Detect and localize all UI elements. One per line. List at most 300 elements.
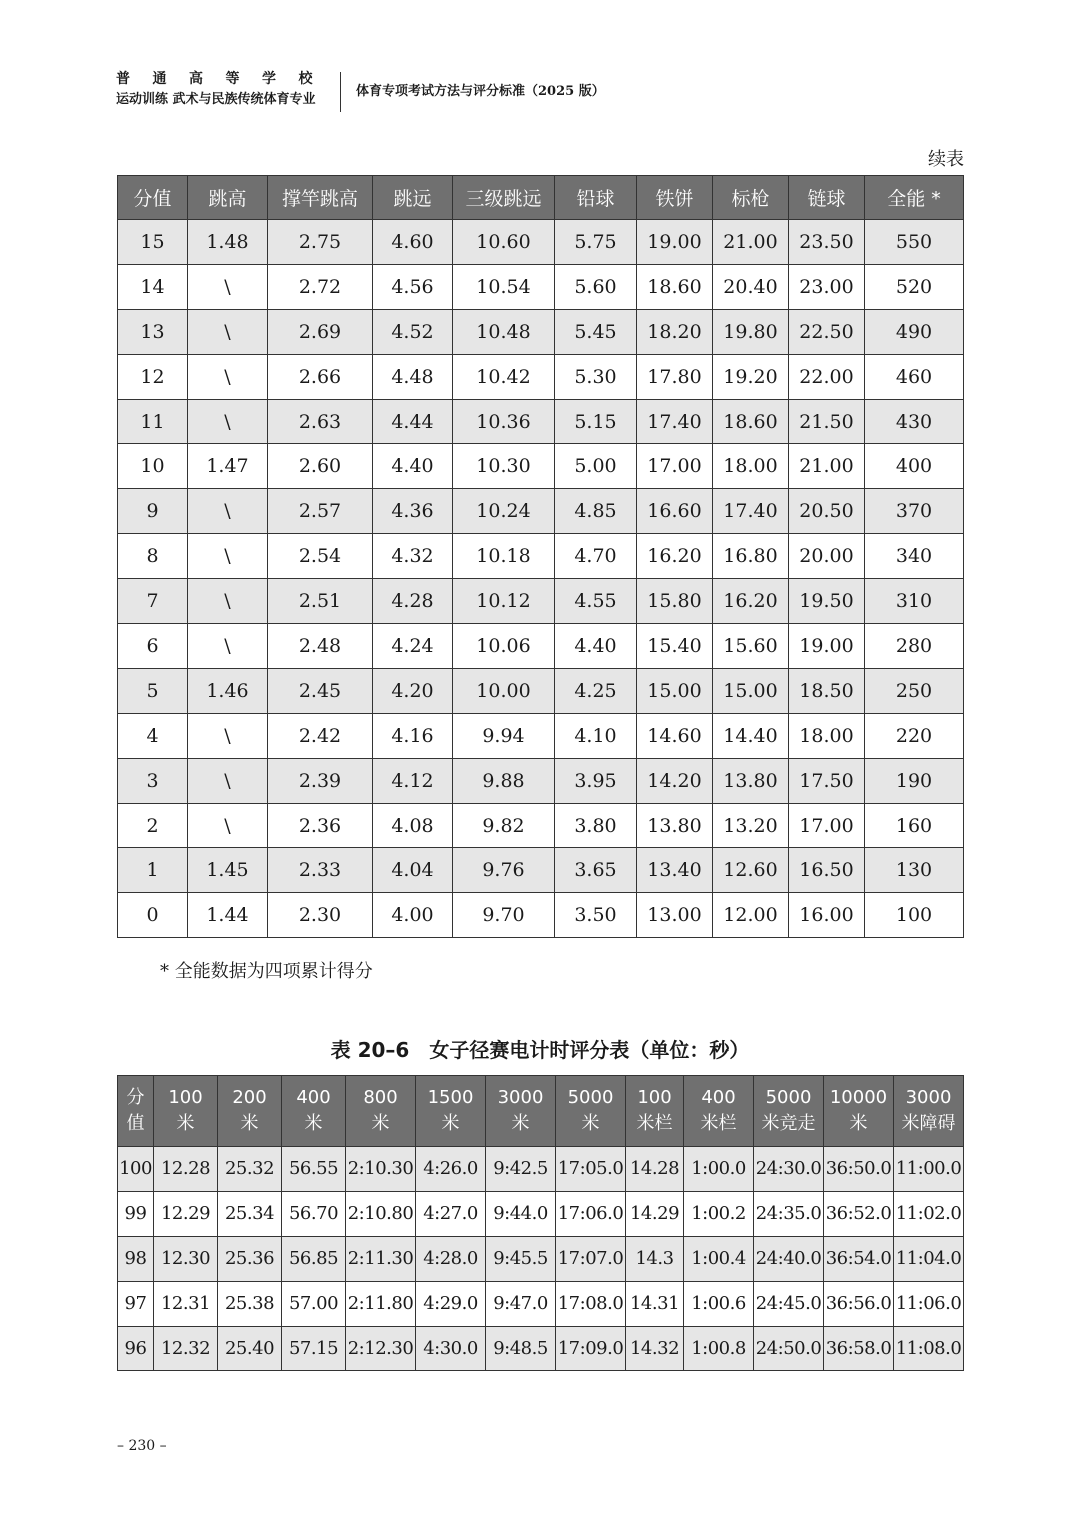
column-header: 跳远 [373,176,453,220]
table-cell: 1.48 [188,220,268,265]
header-book-title: 体育专项考试方法与评分标准（2025 版） [356,84,605,99]
table-row [118,220,964,265]
column-header: 撑竿跳高 [268,176,373,220]
column-header-line: 10000 [829,1087,888,1108]
table-row [118,1326,964,1371]
table-cell: 19.00 [789,624,865,669]
table-cell: 19.00 [637,220,713,265]
table-cell: \ [188,803,268,848]
table-cell: 16.20 [713,579,789,624]
table-cell: 10 [118,444,188,489]
table-cell: 3.95 [555,758,637,803]
table-cell: 14.32 [626,1326,684,1371]
table-cell: 19.80 [713,309,789,354]
table-cell: 15 [118,220,188,265]
table-cell: 16.00 [789,893,865,938]
table-cell: 2:11.30 [346,1236,416,1281]
table-row [118,893,964,938]
column-header [894,1076,964,1147]
table-cell: 1:00.6 [684,1281,754,1326]
table-cell: 3.50 [555,893,637,938]
table-cell: 9:44.0 [486,1191,556,1236]
table-cell: 21.00 [789,444,865,489]
table-cell: 15.60 [713,624,789,669]
table-cell: \ [188,264,268,309]
column-header-line: 分 [126,1087,145,1108]
column-header-line: 100 [168,1087,203,1108]
table-cell: 10.06 [453,624,555,669]
table-cell: 190 [865,758,964,803]
table-cell: 4.40 [555,624,637,669]
table-cell: 4.44 [373,399,453,444]
table-cell: 4.70 [555,534,637,579]
table-cell: 2.39 [268,758,373,803]
column-header-line: 米 [240,1113,259,1134]
table-cell: 2.36 [268,803,373,848]
table-cell: 13.20 [713,803,789,848]
table-cell: 11 [118,399,188,444]
table-cell: 5.15 [555,399,637,444]
table-cell: 25.38 [218,1281,282,1326]
table-row [118,1281,964,1326]
table-cell: 15.00 [713,668,789,713]
table-cell: 11:02.0 [894,1191,964,1236]
table-cell: 14.31 [626,1281,684,1326]
table-cell: 4.60 [373,220,453,265]
table-cell: 20.40 [713,264,789,309]
table-row [118,1147,964,1192]
table-cell: 4:29.0 [416,1281,486,1326]
table-cell: \ [188,354,268,399]
table-cell: 14.29 [626,1191,684,1236]
table-cell: 2 [118,803,188,848]
table-cell: 550 [865,220,964,265]
column-header-line: 5000 [765,1087,812,1108]
table-cell: 18.50 [789,668,865,713]
table-cell: 17.50 [789,758,865,803]
table-cell: 10.18 [453,534,555,579]
table-cell: 57.15 [282,1326,346,1371]
table-cell: 1:00.2 [684,1191,754,1236]
table-cell: 17:09.0 [556,1326,626,1371]
table-cell: 310 [865,579,964,624]
table-cell: 100 [118,1147,154,1192]
table-cell: 2:10.80 [346,1191,416,1236]
table-cell: 100 [865,893,964,938]
table-cell: 2.51 [268,579,373,624]
table-cell: 24:50.0 [754,1326,824,1371]
table-cell: 1.47 [188,444,268,489]
table-cell: 4.32 [373,534,453,579]
column-header [218,1076,282,1147]
table-cell: 99 [118,1191,154,1236]
table-cell: 2.66 [268,354,373,399]
table-cell: 36:50.0 [824,1147,894,1192]
footnote: * 全能数据为四项累计得分 [160,961,373,982]
table-cell: 4.28 [373,579,453,624]
table-cell: 15.00 [637,668,713,713]
table-cell: 13.80 [713,758,789,803]
table-row [118,758,964,803]
page-header [116,68,716,112]
table-cell: 1:00.8 [684,1326,754,1371]
column-header [282,1076,346,1147]
table-cell: 2.63 [268,399,373,444]
table-cell: \ [188,489,268,534]
table-cell: 19.50 [789,579,865,624]
table-cell: 13.00 [637,893,713,938]
table-cell: 19.20 [713,354,789,399]
table-cell: 2.72 [268,264,373,309]
table-cell: 24:30.0 [754,1147,824,1192]
table-cell: 4.10 [555,713,637,758]
table-row [118,534,964,579]
table-cell: 4.56 [373,264,453,309]
table-cell: 4.85 [555,489,637,534]
continued-label: 续表 [928,149,964,170]
table-cell: 56.55 [282,1147,346,1192]
table-cell: 23.50 [789,220,865,265]
table-cell: 9.94 [453,713,555,758]
column-header [754,1076,824,1147]
table-cell: 18.00 [713,444,789,489]
column-header-line: 米 [581,1113,600,1134]
table-cell: 2.75 [268,220,373,265]
track-events-table [117,1075,964,1371]
table-cell: 14.20 [637,758,713,803]
table-cell: 4.25 [555,668,637,713]
table-cell: 1.44 [188,893,268,938]
header-school: 普通高等学校 [116,71,335,87]
table-cell: 520 [865,264,964,309]
table-cell: 36:58.0 [824,1326,894,1371]
table-cell: 16.20 [637,534,713,579]
table-cell: 18.60 [713,399,789,444]
table-cell: 4.08 [373,803,453,848]
table-cell: 12 [118,354,188,399]
table-row [118,624,964,669]
table-cell: \ [188,399,268,444]
table-cell: 2:12.30 [346,1326,416,1371]
table-cell: 5.75 [555,220,637,265]
table-cell: 12.32 [154,1326,218,1371]
table-cell: 10.12 [453,579,555,624]
column-header-line: 米障碍 [901,1113,956,1134]
column-header-line: 1500 [427,1087,474,1108]
table-cell: 3 [118,758,188,803]
table-cell: 4:26.0 [416,1147,486,1192]
table-cell: 17:05.0 [556,1147,626,1192]
table-cell: 20.00 [789,534,865,579]
table-cell: 9:47.0 [486,1281,556,1326]
table-cell: 130 [865,848,964,893]
table-cell: 18.20 [637,309,713,354]
table-cell: 11:04.0 [894,1236,964,1281]
column-header-line: 200 [232,1087,267,1108]
table-cell: 10.30 [453,444,555,489]
table-cell: 12.60 [713,848,789,893]
table-cell: 9 [118,489,188,534]
table-cell: 9.70 [453,893,555,938]
table-cell: 9.82 [453,803,555,848]
column-header: 跳高 [188,176,268,220]
table-cell: 10.36 [453,399,555,444]
table-cell: 220 [865,713,964,758]
table-cell: 2.60 [268,444,373,489]
page-number: – 230 – [117,1438,167,1454]
table-cell: 18.00 [789,713,865,758]
column-header [626,1076,684,1147]
table-cell: 16.80 [713,534,789,579]
table-cell: 5.60 [555,264,637,309]
table-cell: 4 [118,713,188,758]
table-cell: 21.50 [789,399,865,444]
table-cell: 14.60 [637,713,713,758]
column-header-line: 5000 [567,1087,614,1108]
table-cell: 22.50 [789,309,865,354]
table-cell: 2:10.30 [346,1147,416,1192]
table-row [118,399,964,444]
table-cell: 24:45.0 [754,1281,824,1326]
table-row [118,354,964,399]
table-cell: 0 [118,893,188,938]
column-header-line: 米 [304,1113,323,1134]
table-cell: 13 [118,309,188,354]
column-header: 三级跳远 [453,176,555,220]
table-cell: 4.24 [373,624,453,669]
column-header-line: 米栏 [636,1113,673,1134]
table-cell: 4.36 [373,489,453,534]
table-cell: 4:28.0 [416,1236,486,1281]
column-header-line: 米 [176,1113,195,1134]
column-header [346,1076,416,1147]
table-cell: 10.00 [453,668,555,713]
table-row [118,1236,964,1281]
table-cell: 16.60 [637,489,713,534]
table-cell: 21.00 [713,220,789,265]
column-header [416,1076,486,1147]
table-cell: \ [188,579,268,624]
column-header-line: 400 [296,1087,331,1108]
table-cell: 7 [118,579,188,624]
table-cell: 4.40 [373,444,453,489]
table-cell: 1.46 [188,668,268,713]
table-cell: 370 [865,489,964,534]
table-cell: 5.30 [555,354,637,399]
column-header: 链球 [789,176,865,220]
column-header-line: 米 [849,1113,868,1134]
table-cell: 9:42.5 [486,1147,556,1192]
table-cell: 460 [865,354,964,399]
table-cell: 2.45 [268,668,373,713]
table-cell: \ [188,758,268,803]
table-cell: 56.85 [282,1236,346,1281]
column-header: 分值 [118,176,188,220]
table-cell: 23.00 [789,264,865,309]
table-cell: 17.80 [637,354,713,399]
table-cell: 24:35.0 [754,1191,824,1236]
column-header [486,1076,556,1147]
column-header [118,1076,154,1147]
table-cell: 10.54 [453,264,555,309]
column-header [556,1076,626,1147]
table-cell: 20.50 [789,489,865,534]
table-cell: 2:11.80 [346,1281,416,1326]
table-cell: 1 [118,848,188,893]
table-cell: 14.28 [626,1147,684,1192]
column-header: 标枪 [713,176,789,220]
table-cell: 490 [865,309,964,354]
table-cell: 2.33 [268,848,373,893]
table-cell: 36:52.0 [824,1191,894,1236]
header-left [116,68,335,110]
table-cell: 4.55 [555,579,637,624]
table-cell: 12.28 [154,1147,218,1192]
table-cell: 5.00 [555,444,637,489]
column-header-line: 800 [363,1087,398,1108]
column-header-line: 3000 [905,1087,952,1108]
table-row [118,264,964,309]
table-cell: 36:54.0 [824,1236,894,1281]
table-cell: 22.00 [789,354,865,399]
table-cell: 14.3 [626,1236,684,1281]
table-cell: 24:40.0 [754,1236,824,1281]
table-cell: 280 [865,624,964,669]
table-cell: 17:06.0 [556,1191,626,1236]
table-cell: 10.24 [453,489,555,534]
table-cell: 250 [865,668,964,713]
field-table-header-row [118,176,964,220]
table-cell: 2.30 [268,893,373,938]
header-divider [340,72,341,112]
table-cell: 14 [118,264,188,309]
table-cell: 25.36 [218,1236,282,1281]
table-cell: 12.29 [154,1191,218,1236]
table-cell: 56.70 [282,1191,346,1236]
table-cell: 400 [865,444,964,489]
table-cell: 3.65 [555,848,637,893]
table-cell: 36:56.0 [824,1281,894,1326]
table-cell: 17.40 [713,489,789,534]
table-cell: 14.40 [713,713,789,758]
column-header-line: 400 [701,1087,736,1108]
table-cell: 11:06.0 [894,1281,964,1326]
table-cell: 8 [118,534,188,579]
table-row [118,803,964,848]
table-cell: 4.52 [373,309,453,354]
table-cell: 16.50 [789,848,865,893]
table-row [118,579,964,624]
column-header-line: 100 [637,1087,672,1108]
field-events-table [117,175,964,938]
table-cell: 25.40 [218,1326,282,1371]
table-cell: 17.00 [637,444,713,489]
table-cell: 5.45 [555,309,637,354]
table-row [118,848,964,893]
track-table-body [118,1147,964,1371]
table-cell: 13.80 [637,803,713,848]
table-cell: 160 [865,803,964,848]
table-cell: 2.69 [268,309,373,354]
table-cell: 17.40 [637,399,713,444]
header-program: 运动训练 武术与民族传统体育专业 [116,92,316,107]
table-cell: 9.88 [453,758,555,803]
table-cell: 9.76 [453,848,555,893]
table-cell: 1:00.4 [684,1236,754,1281]
table-cell: 11:00.0 [894,1147,964,1192]
column-header: 铁饼 [637,176,713,220]
table-cell: 4:27.0 [416,1191,486,1236]
table-cell: 4.00 [373,893,453,938]
table-cell: 97 [118,1281,154,1326]
table-cell: 9:45.5 [486,1236,556,1281]
table-cell: 11:08.0 [894,1326,964,1371]
table-cell: \ [188,534,268,579]
table-cell: 15.40 [637,624,713,669]
table-cell: 18.60 [637,264,713,309]
table-cell: 4.04 [373,848,453,893]
table-cell: 17:08.0 [556,1281,626,1326]
table-cell: \ [188,624,268,669]
table-cell: 2.48 [268,624,373,669]
column-header: 全能 * [865,176,964,220]
table-row [118,309,964,354]
table-cell: 3.80 [555,803,637,848]
column-header-line: 米栏 [700,1113,737,1134]
column-header [154,1076,218,1147]
column-header-line: 米 [371,1113,390,1134]
table-cell: 4:30.0 [416,1326,486,1371]
column-header-line: 米竞走 [761,1113,816,1134]
table-cell: 12.00 [713,893,789,938]
field-table-body [118,220,964,938]
table-cell: 15.80 [637,579,713,624]
table-cell: 4.20 [373,668,453,713]
track-table-header-row [118,1076,964,1147]
column-header-line: 值 [126,1113,145,1134]
table-cell: \ [188,713,268,758]
table-cell: 10.42 [453,354,555,399]
table-cell: 4.48 [373,354,453,399]
column-header-line: 米 [441,1113,460,1134]
table-cell: 10.60 [453,220,555,265]
table-row [118,1191,964,1236]
table-cell: 17.00 [789,803,865,848]
table-cell: 5 [118,668,188,713]
table-cell: 4.16 [373,713,453,758]
table-row [118,489,964,534]
table-cell: 17:07.0 [556,1236,626,1281]
table-cell: 9:48.5 [486,1326,556,1371]
table-row [118,444,964,489]
column-header-line: 米 [511,1113,530,1134]
table-cell: 25.32 [218,1147,282,1192]
column-header-line: 3000 [497,1087,544,1108]
table-cell: 25.34 [218,1191,282,1236]
column-header [824,1076,894,1147]
table-cell: 12.31 [154,1281,218,1326]
table-row [118,668,964,713]
table-row [118,713,964,758]
table-cell: 4.12 [373,758,453,803]
table-cell: 96 [118,1326,154,1371]
table-cell: 2.54 [268,534,373,579]
table-cell: \ [188,309,268,354]
table-cell: 98 [118,1236,154,1281]
table-cell: 6 [118,624,188,669]
column-header: 铅球 [555,176,637,220]
table-cell: 2.42 [268,713,373,758]
